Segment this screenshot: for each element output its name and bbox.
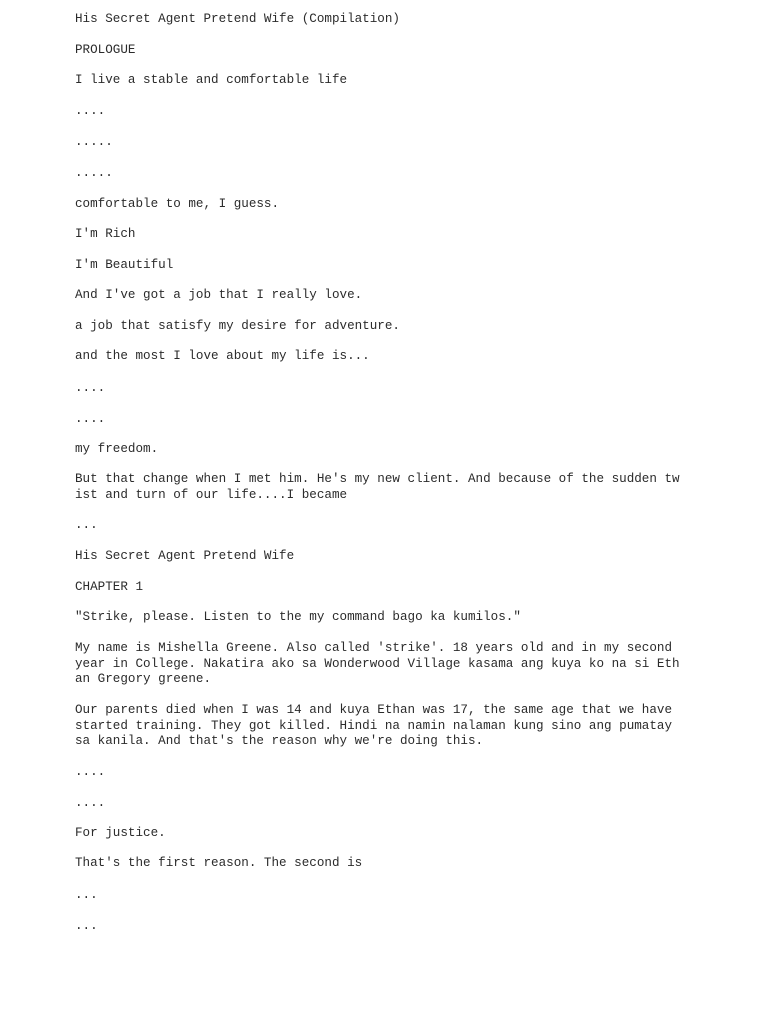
document-title: His Secret Agent Pretend Wife (Compilation)	[75, 12, 400, 26]
paragraph: I'm Rich	[75, 227, 136, 241]
paragraph: comfortable to me, I guess.	[75, 197, 280, 211]
paragraph: "Strike, please. Listen to the my command bago ka kumilos."	[75, 610, 521, 624]
ellipsis-line: ...	[75, 518, 98, 532]
ellipsis-line: ....	[75, 796, 106, 810]
paragraph: a job that satisfy my desire for adventure.	[75, 319, 400, 333]
ellipsis-line: ....	[75, 104, 106, 118]
paragraph: And I've got a job that I really love.	[75, 288, 363, 302]
paragraph: I live a stable and comfortable life	[75, 73, 348, 87]
paragraph: I'm Beautiful	[75, 258, 174, 272]
prologue-heading: PROLOGUE	[75, 43, 136, 57]
ellipsis-line: ...	[75, 888, 98, 902]
paragraph: my freedom.	[75, 442, 159, 456]
paragraph: That's the first reason. The second is	[75, 856, 363, 870]
paragraph: For justice.	[75, 826, 166, 840]
ellipsis-line: ....	[75, 765, 106, 779]
book-title-heading: His Secret Agent Pretend Wife	[75, 549, 295, 563]
chapter-heading: CHAPTER 1	[75, 580, 144, 594]
paragraph: Our parents died when I was 14 and kuya Ethan was 17, the same age that we have started training. They got killed. Hindi na namin nalaman kung sino ang pumatay sa kanila. And that's the reason why we're doing this.	[75, 703, 673, 748]
ellipsis-line: .....	[75, 166, 113, 180]
paragraph: and the most I love about my life is...	[75, 349, 370, 363]
paragraph: But that change when I met him. He's my new client. And because of the sudden tw ist and turn of our life....I became	[75, 472, 680, 502]
ellipsis-line: ....	[75, 412, 106, 426]
ellipsis-line: ....	[75, 381, 106, 395]
ellipsis-line: .....	[75, 135, 113, 149]
ellipsis-line: ...	[75, 919, 98, 933]
paragraph: My name is Mishella Greene. Also called 'strike'. 18 years old and in my second year in College. Nakatira ako sa Wonderwood Village kasama ang kuya ko na si Eth an Gregory greene.	[75, 641, 680, 686]
